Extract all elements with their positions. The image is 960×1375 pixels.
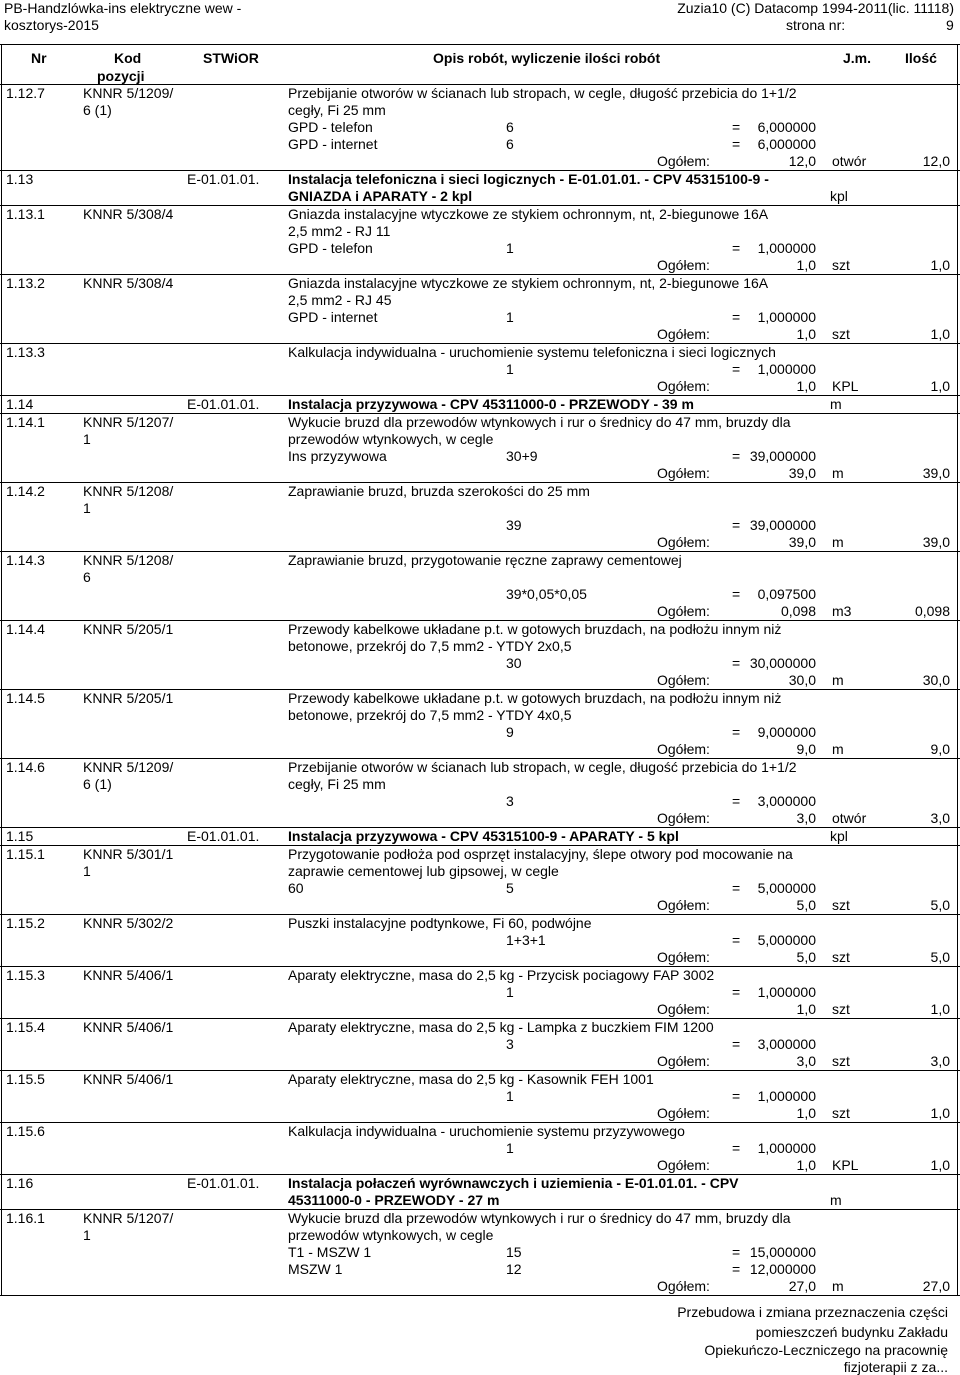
row-description: Gniazda instalacyjne wtyczkowe ze stykiem ochronnym, nt, 2-biegunowe 16A	[288, 206, 769, 222]
col-kod: Kod	[114, 50, 142, 66]
calc-equals: =	[732, 1140, 741, 1156]
calc-equals: =	[732, 586, 741, 602]
calc-expression: 1	[506, 361, 514, 377]
row-number: 1.15.4	[6, 1019, 45, 1035]
row-quantity: 1,0	[930, 1105, 950, 1121]
row-code-suffix: 1	[83, 500, 91, 516]
calc-result: 39,000000	[749, 448, 816, 464]
page-number-label: strona nr:	[786, 17, 846, 33]
row-code: KNNR 5/406/1	[83, 967, 174, 983]
total-value: 1,0	[796, 1157, 816, 1173]
row-number: 1.15.2	[6, 915, 45, 931]
row-description: cegły, Fi 25 mm	[288, 776, 386, 792]
row-description: Zaprawianie bruzd, przygotowanie ręczne zaprawy cementowej	[288, 552, 682, 568]
calc-equals: =	[732, 1261, 741, 1277]
total-value: 5,0	[796, 949, 816, 965]
row-number: 1.14.1	[6, 414, 45, 430]
row-number: 1.14.6	[6, 759, 45, 775]
calc-equals: =	[732, 984, 741, 1000]
calc-result: 1,000000	[757, 240, 816, 256]
calc-expression: 3	[506, 1036, 514, 1052]
row-description: zaprawie cementowej lub gipsowej, w cegle	[288, 863, 559, 879]
calc-result: 3,000000	[757, 793, 816, 809]
total-label: Ogółem:	[657, 1053, 710, 1069]
calc-equals: =	[732, 932, 741, 948]
row-description: przewodów wtynkowych, w cegle	[288, 1227, 494, 1243]
table-right-border	[957, 44, 958, 1295]
header-software: Zuzia10 (C) Datacomp 1994-2011(lic. 11118)	[677, 0, 954, 16]
row-quantity: 30,0	[922, 672, 950, 688]
row-description: Gniazda instalacyjne wtyczkowe ze stykiem ochronnym, nt, 2-biegunowe 16A	[288, 275, 769, 291]
row-unit: otwór	[832, 153, 867, 169]
row-code-suffix: 1	[83, 863, 91, 879]
row-description: Wykucie bruzd dla przewodów wtynkowych i rur o średnicy do 47 mm, bruzdy dla	[288, 1210, 791, 1226]
total-value: 1,0	[796, 257, 816, 273]
calc-label: 60	[288, 880, 304, 896]
row-description: Przebijanie otworów w ścianach lub stropach, w cegle, długość przebicia do 1+1/2	[288, 85, 797, 101]
total-value: 5,0	[796, 897, 816, 913]
total-value: 3,0	[796, 1053, 816, 1069]
total-label: Ogółem:	[657, 153, 710, 169]
total-label: Ogółem:	[657, 378, 710, 394]
total-label: Ogółem:	[657, 603, 710, 619]
row-code: KNNR 5/1208/	[83, 552, 174, 568]
row-quantity: 5,0	[930, 897, 950, 913]
calc-result: 1,000000	[757, 1140, 816, 1156]
calc-result: 5,000000	[757, 880, 816, 896]
row-code: KNNR 5/308/4	[83, 206, 174, 222]
row-unit: kpl	[830, 828, 848, 844]
total-value: 12,0	[788, 153, 816, 169]
total-value: 27,0	[788, 1278, 816, 1294]
row-number: 1.13.1	[6, 206, 45, 222]
calc-equals: =	[732, 361, 741, 377]
row-number: 1.16	[6, 1175, 34, 1191]
row-description: Instalacja przyzywowa - CPV 45315100-9 - APARATY - 5 kpl	[288, 828, 679, 844]
row-description: Instalacja przyzywowa - CPV 45311000-0 - PRZEWODY - 39 m	[288, 396, 694, 412]
row-quantity: 27,0	[922, 1278, 950, 1294]
calc-expression: 1	[506, 309, 514, 325]
table-left-border	[1, 44, 2, 1295]
row-unit: szt	[832, 1001, 850, 1017]
row-description: betonowe, przekrój do 7,5 mm2 - YTDY 4x0,5	[288, 707, 572, 723]
calc-expression: 6	[506, 119, 514, 135]
row-number: 1.13.3	[6, 344, 45, 360]
row-unit: otwór	[832, 810, 867, 826]
col-opis: Opis robót, wyliczenie ilości robót	[433, 50, 661, 66]
row-quantity: 1,0	[930, 326, 950, 342]
row-description: 2,5 mm2 - RJ 11	[288, 223, 391, 239]
calc-result: 6,000000	[757, 119, 816, 135]
row-description: Kalkulacja indywidualna - uruchomienie systemu telefoniczna i sieci logicznych	[288, 344, 776, 360]
calc-expression: 5	[506, 880, 514, 896]
row-code: KNNR 5/1209/	[83, 759, 174, 775]
row-code: KNNR 5/301/1	[83, 846, 174, 862]
calc-result: 3,000000	[757, 1036, 816, 1052]
row-code: KNNR 5/205/1	[83, 690, 174, 706]
total-label: Ogółem:	[657, 257, 710, 273]
row-description: Aparaty elektryczne, masa do 2,5 kg - Przycisk pociagowy FAP 3002	[288, 967, 715, 983]
row-quantity: 12,0	[922, 153, 950, 169]
row-number: 1.16.1	[6, 1210, 45, 1226]
calc-equals: =	[732, 119, 741, 135]
total-label: Ogółem:	[657, 465, 710, 481]
row-unit: m	[832, 741, 844, 757]
total-value: 9,0	[796, 741, 816, 757]
total-label: Ogółem:	[657, 949, 710, 965]
calc-equals: =	[732, 1088, 741, 1104]
header-title: PB-Handzlówka-ins elektryczne wew -	[4, 0, 242, 16]
total-value: 30,0	[788, 672, 816, 688]
row-code-suffix: 6 (1)	[83, 776, 112, 792]
row-quantity: 9,0	[930, 741, 950, 757]
row-unit: kpl	[830, 188, 848, 204]
row-unit: KPL	[832, 378, 859, 394]
row-description: GNIAZDA i APARATY - 2 kpl	[288, 188, 473, 204]
calc-label: GPD - internet	[288, 309, 378, 325]
total-label: Ogółem:	[657, 1105, 710, 1121]
calc-result: 5,000000	[757, 932, 816, 948]
row-unit: m	[832, 465, 844, 481]
calc-result: 12,000000	[749, 1261, 816, 1277]
calc-expression: 1	[506, 1088, 514, 1104]
row-number: 1.14	[6, 396, 34, 412]
col-nr: Nr	[31, 50, 47, 66]
calc-result: 1,000000	[757, 1088, 816, 1104]
total-value: 39,0	[788, 465, 816, 481]
row-quantity: 1,0	[930, 1001, 950, 1017]
row-unit: m3	[832, 603, 852, 619]
total-label: Ogółem:	[657, 897, 710, 913]
row-code: KNNR 5/406/1	[83, 1019, 174, 1035]
row-unit: szt	[832, 1053, 850, 1069]
row-number: 1.14.3	[6, 552, 45, 568]
header-subtitle: kosztorys-2015	[4, 17, 99, 33]
row-quantity: 1,0	[930, 378, 950, 394]
calc-label: GPD - telefon	[288, 119, 373, 135]
row-code: KNNR 5/302/2	[83, 915, 174, 931]
row-number: 1.14.5	[6, 690, 45, 706]
row-description: przewodów wtynkowych, w cegle	[288, 431, 494, 447]
calc-equals: =	[732, 1244, 741, 1260]
row-separator	[0, 1295, 960, 1296]
row-description: 2,5 mm2 - RJ 45	[288, 292, 392, 308]
row-unit: m	[832, 672, 844, 688]
col-jm: J.m.	[843, 50, 872, 66]
col-kod-pozycji: pozycji	[97, 68, 145, 84]
row-description: Zaprawianie bruzd, bruzda szerokości do 25 mm	[288, 483, 590, 499]
row-description: Przewody kabelkowe układane p.t. w gotowych bruzdach, na podłożu innym niż	[288, 690, 782, 706]
row-quantity: 5,0	[930, 949, 950, 965]
total-label: Ogółem:	[657, 672, 710, 688]
row-description: Instalacja telefoniczna i sieci logicznych - E-01.01.01. - CPV 45315100-9 -	[288, 171, 769, 187]
total-label: Ogółem:	[657, 534, 710, 550]
row-unit: szt	[832, 257, 850, 273]
footer-line-3: Opiekuńczo-Leczniczego na pracownię	[704, 1342, 948, 1358]
row-code: KNNR 5/205/1	[83, 621, 174, 637]
calc-expression: 39	[506, 517, 522, 533]
row-description: Puszki instalacyjne podtynkowe, Fi 60, podwójne	[288, 915, 592, 931]
row-quantity: 39,0	[922, 465, 950, 481]
row-description: Aparaty elektryczne, masa do 2,5 kg - Kasownik FEH 1001	[288, 1071, 654, 1087]
table-top-border	[0, 44, 960, 45]
row-stwior: E-01.01.01.	[187, 171, 260, 187]
row-quantity: 0,098	[914, 603, 950, 619]
row-description: Przebijanie otworów w ścianach lub stropach, w cegle, długość przebicia do 1+1/2	[288, 759, 797, 775]
total-label: Ogółem:	[657, 810, 710, 826]
total-value: 1,0	[796, 1105, 816, 1121]
total-label: Ogółem:	[657, 1157, 710, 1173]
calc-result: 30,000000	[749, 655, 816, 671]
calc-equals: =	[732, 1036, 741, 1052]
calc-expression: 30	[506, 655, 522, 671]
calc-result: 6,000000	[757, 136, 816, 152]
calc-label: MSZW 1	[288, 1261, 343, 1277]
row-unit: szt	[832, 1105, 850, 1121]
calc-expression: 9	[506, 724, 514, 740]
row-number: 1.15.6	[6, 1123, 45, 1139]
calc-result: 15,000000	[749, 1244, 816, 1260]
row-number: 1.12.7	[6, 85, 45, 101]
calc-expression: 15	[506, 1244, 522, 1260]
page-number: 9	[946, 17, 954, 33]
total-value: 0,098	[780, 603, 816, 619]
calc-expression: 3	[506, 793, 514, 809]
calc-result: 1,000000	[757, 984, 816, 1000]
total-label: Ogółem:	[657, 326, 710, 342]
calc-equals: =	[732, 793, 741, 809]
row-description: Kalkulacja indywidualna - uruchomienie systemu przyzywowego	[288, 1123, 685, 1139]
calc-result: 9,000000	[757, 724, 816, 740]
row-number: 1.15.5	[6, 1071, 45, 1087]
calc-equals: =	[732, 448, 741, 464]
row-number: 1.15	[6, 828, 34, 844]
calc-equals: =	[732, 136, 741, 152]
row-number: 1.14.4	[6, 621, 45, 637]
row-code: KNNR 5/406/1	[83, 1071, 174, 1087]
row-stwior: E-01.01.01.	[187, 396, 260, 412]
row-code-suffix: 6 (1)	[83, 102, 112, 118]
row-description: Instalacja połaczeń wyrównawczych i uziemienia - E-01.01.01. - CPV	[288, 1175, 739, 1191]
col-ilosc: Ilość	[905, 50, 937, 66]
calc-expression: 1+3+1	[506, 932, 546, 948]
calc-expression: 1	[506, 984, 514, 1000]
total-label: Ogółem:	[657, 741, 710, 757]
row-number: 1.13.2	[6, 275, 45, 291]
row-unit: szt	[832, 326, 850, 342]
row-unit: szt	[832, 949, 850, 965]
calc-equals: =	[732, 880, 741, 896]
calc-expression: 12	[506, 1261, 522, 1277]
row-number: 1.15.1	[6, 846, 45, 862]
row-code-suffix: 1	[83, 1227, 91, 1243]
row-unit: m	[830, 396, 842, 412]
row-unit: KPL	[832, 1157, 859, 1173]
row-description: betonowe, przekrój do 7,5 mm2 - YTDY 2x0,5	[288, 638, 572, 654]
row-description: Przewody kabelkowe układane p.t. w gotowych bruzdach, na podłożu innym niż	[288, 621, 782, 637]
row-description: Przygotowanie podłoża pod osprzęt instalacyjny, ślepe otwory pod mocowanie na	[288, 846, 793, 862]
calc-expression: 6	[506, 136, 514, 152]
row-quantity: 3,0	[930, 1053, 950, 1069]
calc-equals: =	[732, 309, 741, 325]
calc-expression: 1	[506, 1140, 514, 1156]
calc-label: GPD - internet	[288, 136, 378, 152]
calc-label: T1 - MSZW 1	[288, 1244, 372, 1260]
footer-line-1: Przebudowa i zmiana przeznaczenia części	[677, 1304, 948, 1320]
row-description: cegły, Fi 25 mm	[288, 102, 386, 118]
row-number: 1.15.3	[6, 967, 45, 983]
calc-result: 1,000000	[757, 361, 816, 377]
total-label: Ogółem:	[657, 1001, 710, 1017]
row-stwior: E-01.01.01.	[187, 1175, 260, 1191]
row-unit: m	[832, 1278, 844, 1294]
calc-label: Ins przyzywowa	[288, 448, 387, 464]
calc-expression: 1	[506, 240, 514, 256]
calc-result: 39,000000	[749, 517, 816, 533]
row-quantity: 39,0	[922, 534, 950, 550]
calc-result: 0,097500	[757, 586, 816, 602]
row-code: KNNR 5/308/4	[83, 275, 174, 291]
footer-line-4: fizjoterapii z za...	[843, 1359, 948, 1375]
total-label: Ogółem:	[657, 1278, 710, 1294]
row-description: Wykucie bruzd dla przewodów wtynkowych i rur o średnicy do 47 mm, bruzdy dla	[288, 414, 791, 430]
col-stwior: STWiOR	[203, 50, 259, 66]
calc-equals: =	[732, 655, 741, 671]
row-unit: m	[830, 1192, 842, 1208]
row-unit: m	[832, 534, 844, 550]
calc-equals: =	[732, 240, 741, 256]
calc-equals: =	[732, 517, 741, 533]
row-number: 1.13	[6, 171, 34, 187]
row-code: KNNR 5/1207/	[83, 1210, 174, 1226]
total-value: 1,0	[796, 1001, 816, 1017]
total-value: 3,0	[796, 810, 816, 826]
calc-expression: 39*0,05*0,05	[506, 586, 587, 602]
row-quantity: 3,0	[930, 810, 950, 826]
row-code-suffix: 6	[83, 569, 91, 585]
calc-result: 1,000000	[757, 309, 816, 325]
row-code: KNNR 5/1208/	[83, 483, 174, 499]
calc-label: GPD - telefon	[288, 240, 373, 256]
row-code: KNNR 5/1207/	[83, 414, 174, 430]
row-code-suffix: 1	[83, 431, 91, 447]
footer-line-2: pomieszczeń budynku Zakładu	[755, 1324, 948, 1340]
row-quantity: 1,0	[930, 257, 950, 273]
row-quantity: 1,0	[930, 1157, 950, 1173]
calc-expression: 30+9	[506, 448, 538, 464]
total-value: 1,0	[796, 326, 816, 342]
row-description: 45311000-0 - PRZEWODY - 27 m	[288, 1192, 500, 1208]
total-value: 1,0	[796, 378, 816, 394]
row-code: KNNR 5/1209/	[83, 85, 174, 101]
row-description: Aparaty elektryczne, masa do 2,5 kg - Lampka z buczkiem FIM 1200	[288, 1019, 714, 1035]
row-stwior: E-01.01.01.	[187, 828, 260, 844]
row-number: 1.14.2	[6, 483, 45, 499]
calc-equals: =	[732, 724, 741, 740]
row-unit: szt	[832, 897, 850, 913]
total-value: 39,0	[788, 534, 816, 550]
